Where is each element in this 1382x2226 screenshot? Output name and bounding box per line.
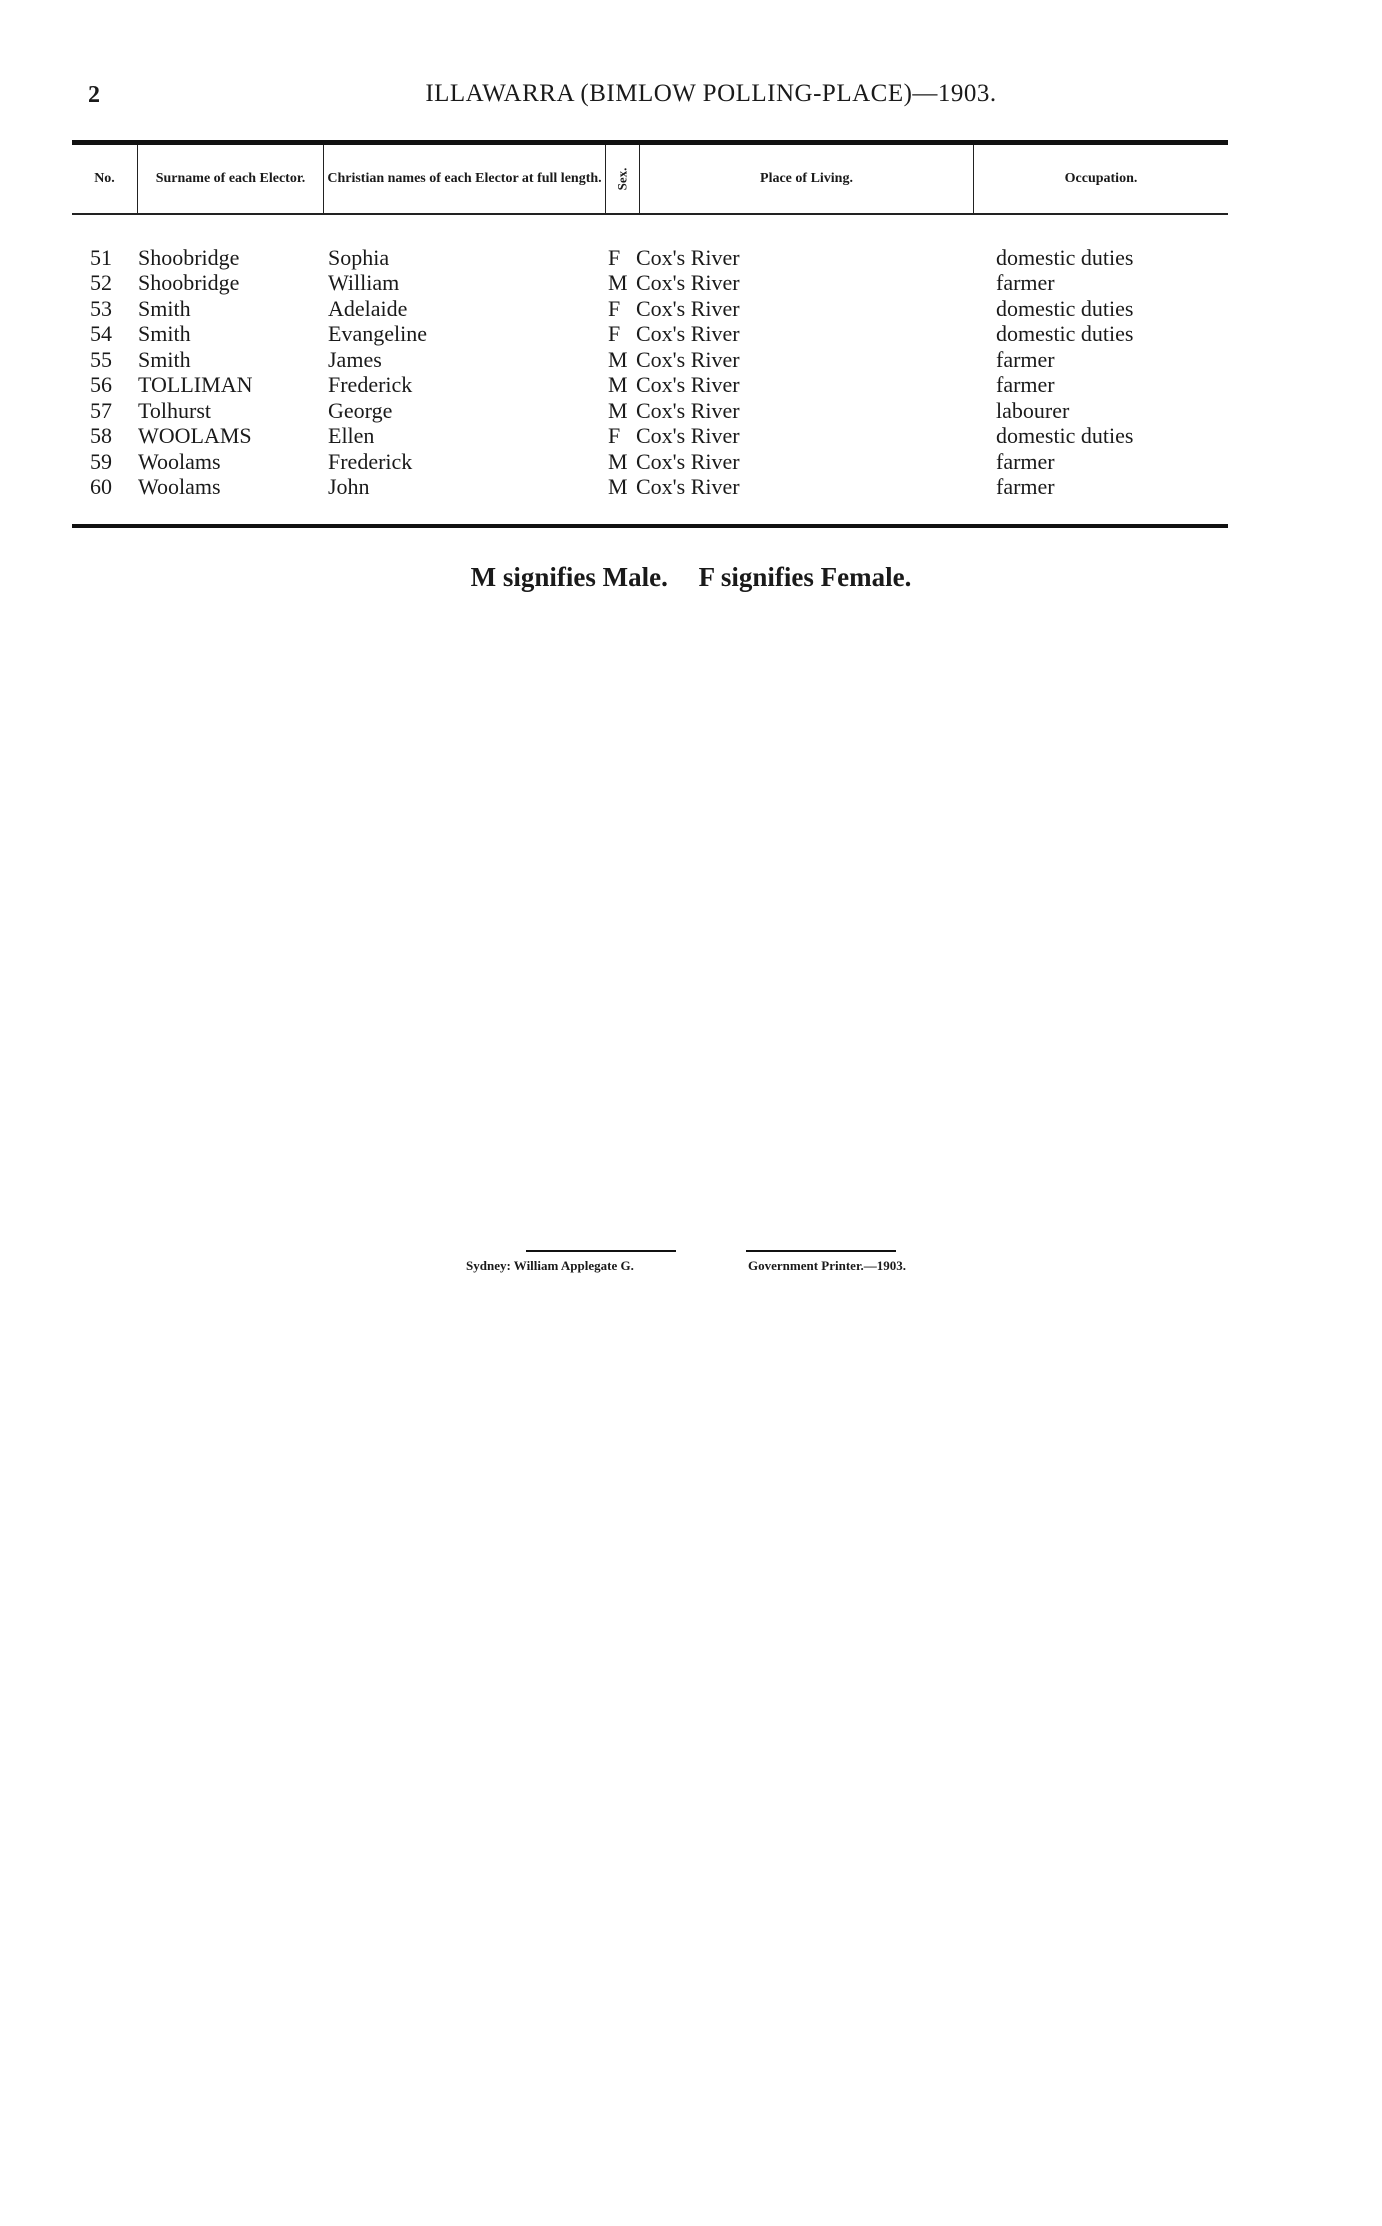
cell-christian: James	[328, 346, 382, 372]
cell-occupation: farmer	[996, 448, 1055, 474]
table-row	[72, 347, 1228, 373]
cell-place: Cox's River	[636, 295, 740, 321]
table-body	[72, 215, 1228, 500]
cell-no: 60	[90, 474, 112, 500]
cell-surname: TOLLIMAN	[138, 372, 253, 398]
cell-sex: F	[608, 321, 621, 347]
cell-occupation: farmer	[996, 270, 1055, 296]
header-sex-label: Sex.	[614, 167, 630, 191]
cell-place: Cox's River	[636, 423, 740, 449]
cell-christian: William	[328, 270, 400, 296]
cell-occupation: farmer	[996, 346, 1055, 372]
page-number: 2	[88, 82, 100, 108]
cell-occupation: domestic duties	[996, 423, 1134, 449]
cell-surname: Smith	[138, 346, 191, 372]
table-row	[72, 296, 1228, 322]
table-row	[72, 373, 1228, 399]
cell-place: Cox's River	[636, 448, 740, 474]
sex-legend	[0, 562, 1382, 593]
imprint-publisher: Sydney: William Applegate G.	[466, 1258, 634, 1273]
table-row	[72, 245, 1228, 271]
header-occupation: Occupation.	[1064, 171, 1138, 186]
cell-no: 58	[90, 423, 112, 449]
cell-no: 56	[90, 372, 112, 398]
cell-occupation: farmer	[996, 474, 1055, 500]
cell-place: Cox's River	[636, 397, 740, 423]
cell-surname: Shoobridge	[138, 244, 240, 270]
page-title: ILLAWARRA (BIMLOW POLLING-PLACE)—1903.	[425, 80, 997, 107]
table-row	[72, 424, 1228, 450]
cell-christian: Evangeline	[328, 321, 427, 347]
cell-place: Cox's River	[636, 474, 740, 500]
legend-female: F signifies Female.	[698, 562, 912, 592]
imprint-government-printer: Government Printer.—1903.	[748, 1258, 907, 1273]
cell-christian: Frederick	[328, 372, 413, 398]
cell-christian: Frederick	[328, 448, 413, 474]
cell-sex: M	[608, 346, 628, 372]
table-row	[72, 475, 1228, 501]
cell-no: 57	[90, 397, 112, 423]
cell-surname: Smith	[138, 321, 191, 347]
cell-place: Cox's River	[636, 270, 740, 296]
cell-occupation: farmer	[996, 372, 1055, 398]
table-row	[72, 322, 1228, 348]
cell-christian: Adelaide	[328, 295, 408, 321]
cell-surname: Woolams	[138, 474, 221, 500]
cell-christian: Sophia	[328, 244, 390, 270]
cell-sex: M	[608, 448, 628, 474]
cell-occupation: domestic duties	[996, 244, 1134, 270]
cell-no: 59	[90, 448, 112, 474]
cell-no: 55	[90, 346, 112, 372]
cell-place: Cox's River	[636, 321, 740, 347]
cell-no: 54	[90, 321, 112, 347]
header-surname: Surname of each Elector.	[138, 145, 324, 213]
cell-sex: M	[608, 372, 628, 398]
cell-surname: Shoobridge	[138, 270, 240, 296]
table-header	[72, 145, 1228, 215]
cell-no: 52	[90, 270, 112, 296]
legend-male: M signifies Male.	[470, 562, 668, 592]
header-place-of-living: Place of Living.	[640, 145, 974, 213]
cell-surname: Tolhurst	[138, 397, 212, 423]
cell-christian: George	[328, 397, 393, 423]
table-row	[72, 271, 1228, 297]
cell-sex: M	[608, 474, 628, 500]
cell-christian: John	[328, 474, 370, 500]
header-christian-names: Christian names of each Elector at full length.	[324, 145, 606, 213]
cell-surname: Smith	[138, 295, 191, 321]
table-row	[72, 449, 1228, 475]
cell-occupation: domestic duties	[996, 295, 1134, 321]
electoral-roll-table	[72, 140, 1228, 528]
cell-place: Cox's River	[636, 244, 740, 270]
header-sex	[606, 145, 640, 213]
imprint-rule-left	[526, 1250, 676, 1252]
bottom-rule	[72, 524, 1228, 528]
cell-sex: F	[608, 295, 621, 321]
cell-no: 51	[90, 244, 112, 270]
cell-no: 53	[90, 295, 112, 321]
cell-sex: M	[608, 397, 628, 423]
cell-sex: M	[608, 270, 628, 296]
cell-occupation: labourer	[996, 397, 1070, 423]
table-row	[72, 398, 1228, 424]
cell-sex: F	[608, 423, 621, 449]
cell-surname: WOOLAMS	[138, 423, 252, 449]
cell-surname: Woolams	[138, 448, 221, 474]
cell-occupation: domestic duties	[996, 321, 1134, 347]
cell-place: Cox's River	[636, 372, 740, 398]
cell-place: Cox's River	[636, 346, 740, 372]
imprint-rule-right	[746, 1250, 896, 1252]
cell-christian: Ellen	[328, 423, 375, 449]
header-no: No.	[72, 145, 138, 213]
cell-sex: F	[608, 244, 621, 270]
